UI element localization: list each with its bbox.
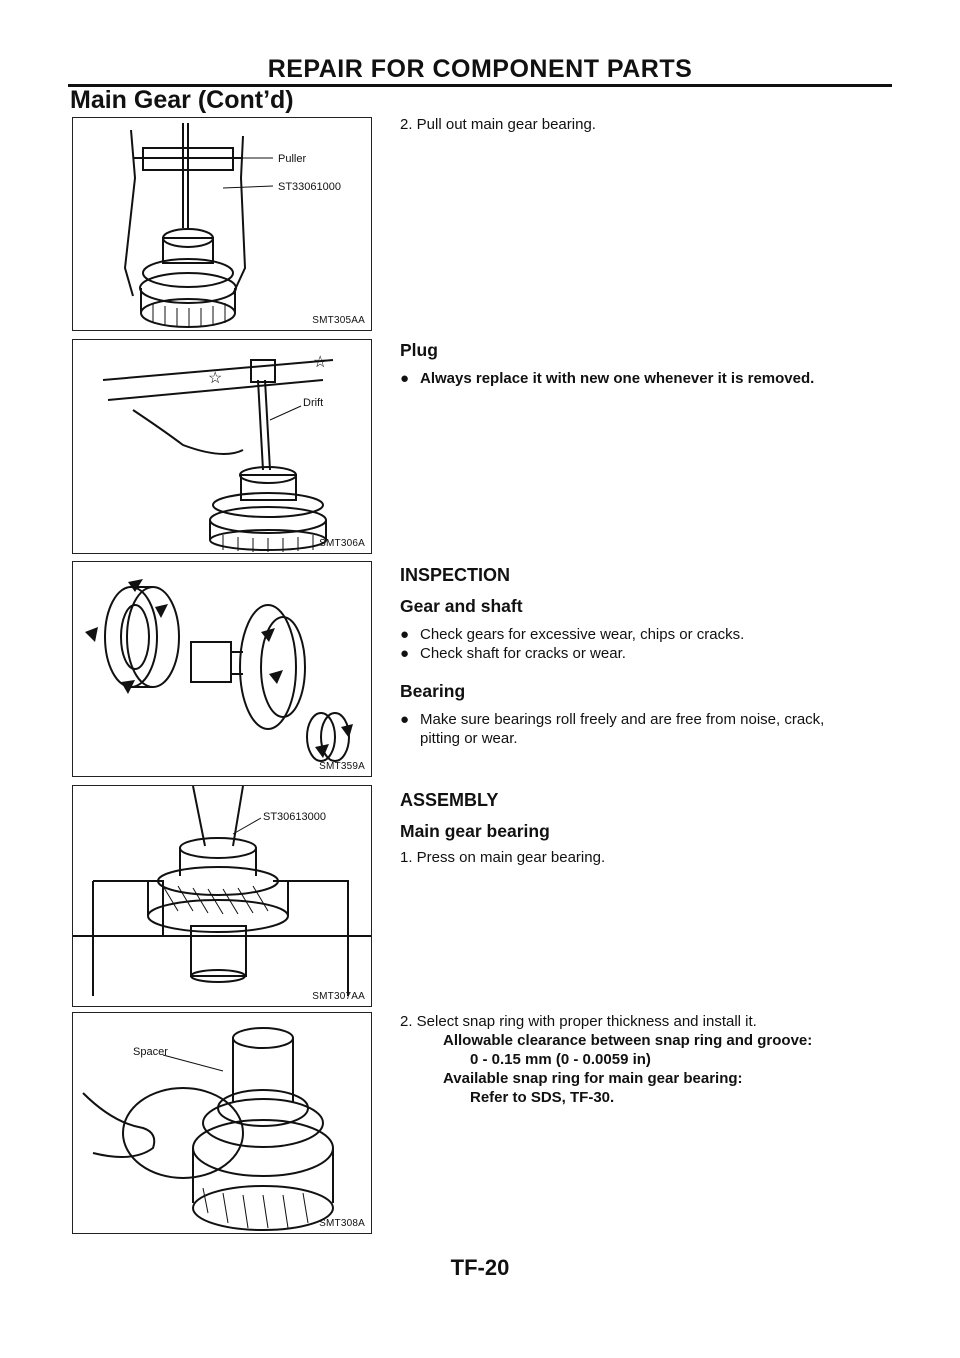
- gear-shaft-list: [400, 625, 900, 663]
- bullet-icon: ●: [400, 645, 410, 662]
- press-illustration: [73, 786, 371, 1006]
- step-pull-bearing: 2. Pull out main gear bearing.: [400, 116, 596, 133]
- figure-code: SMT305AA: [312, 315, 365, 326]
- plug-bullet: ● Always replace it with new one whenever it is removed.: [400, 370, 815, 387]
- label-st30613000: ST30613000: [263, 811, 326, 823]
- spec-snap-ring-label: Available snap ring for main gear bearing:: [443, 1070, 743, 1087]
- figure-press: [72, 785, 372, 1007]
- figure-code: SMT359A: [319, 761, 365, 772]
- spec-clearance-value: 0 - 0.15 mm (0 - 0.0059 in): [470, 1051, 651, 1068]
- figure-drift: [72, 339, 372, 554]
- drift-illustration: [73, 340, 371, 553]
- puller-illustration: [73, 118, 371, 330]
- figure-code: SMT306A: [319, 538, 365, 549]
- star-icon: ☆: [313, 354, 328, 371]
- inspection-heading: INSPECTION: [400, 565, 511, 585]
- page-number: TF-20: [450, 1255, 510, 1280]
- bullet-icon: ●: [400, 370, 410, 387]
- label-spacer: Spacer: [133, 1046, 168, 1058]
- bearing-bullet: ● Make sure bearings roll freely and are free from noise, crack, pitting or wear.: [400, 711, 825, 747]
- spec-clearance-label: Allowable clearance between snap ring and groove:: [443, 1032, 813, 1049]
- figure-snap-ring: [72, 1012, 372, 1234]
- section-title: REPAIR FOR COMPONENT PARTS: [267, 55, 693, 83]
- section-inspection: [400, 565, 900, 748]
- list-item: ● Check gears for excessive wear, chips or cracks.: [400, 626, 745, 643]
- spec-snap-ring-reference: Refer to SDS, TF-30.: [470, 1089, 615, 1106]
- figure-puller: [72, 117, 372, 331]
- main-gear-bearing-heading: Main gear bearing: [400, 821, 550, 841]
- gear-shaft-heading: Gear and shaft: [400, 596, 523, 616]
- section-plug: [400, 340, 900, 388]
- step-select-snap-ring: 2. Select snap ring with proper thickness and install it.: [400, 1013, 757, 1030]
- page-subtitle: Main Gear (Cont’d): [70, 86, 294, 114]
- section-snap-ring: [400, 1012, 900, 1107]
- figure-inspection: [72, 561, 372, 777]
- list-item: ● Check shaft for cracks or wear.: [400, 645, 626, 662]
- section-assembly: [400, 790, 900, 867]
- inspection-illustration: [73, 562, 371, 776]
- assembly-heading: ASSEMBLY: [400, 790, 499, 810]
- section-pull-bearing: [400, 115, 900, 134]
- label-drift: Drift: [303, 397, 324, 409]
- figure-code: SMT308A: [319, 1218, 365, 1229]
- step-press-bearing: 1. Press on main gear bearing.: [400, 849, 606, 866]
- snap-ring-illustration: [73, 1013, 371, 1233]
- figure-code: SMT307AA: [312, 991, 365, 1002]
- label-st33061000: ST33061000: [278, 181, 341, 193]
- label-puller: Puller: [278, 153, 307, 165]
- bullet-icon: ●: [400, 711, 410, 728]
- star-icon: ☆: [208, 370, 223, 387]
- bearing-heading: Bearing: [400, 681, 466, 701]
- plug-heading: Plug: [400, 340, 438, 360]
- bullet-icon: ●: [400, 626, 410, 643]
